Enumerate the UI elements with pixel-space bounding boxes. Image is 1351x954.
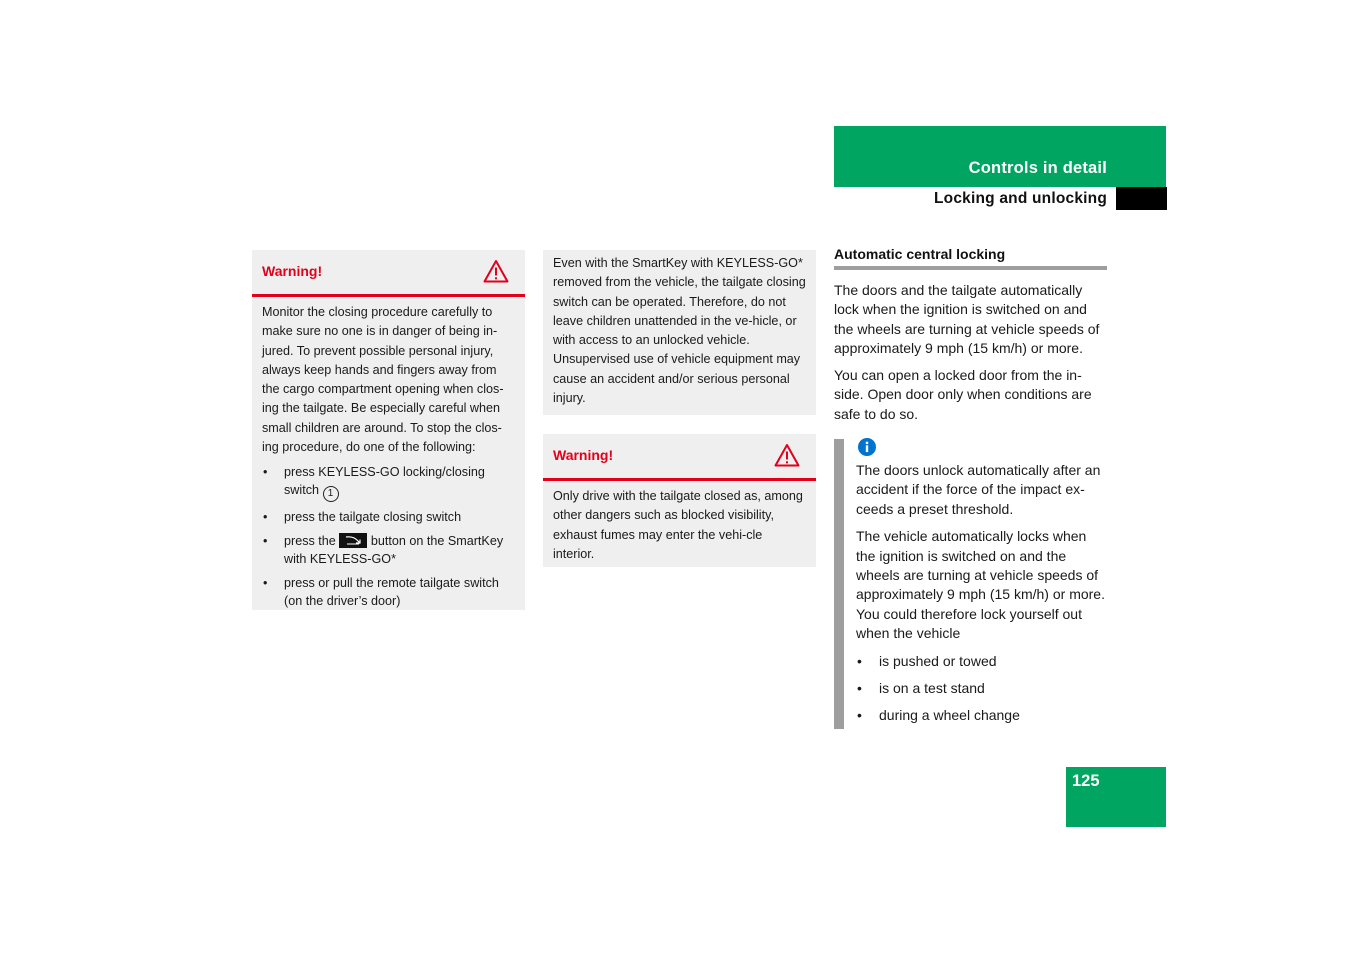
list-item: • press the tailgate closing switch <box>262 508 515 526</box>
paragraph: You can open a locked door from the in-side. Open door only when conditions are safe to do so. <box>834 367 1092 422</box>
header-tab-marker <box>1116 187 1167 210</box>
warning-box-closing <box>252 250 525 610</box>
warning-triangle-icon <box>483 259 509 283</box>
note-paragraph: The vehicle automatically locks when the ignition is switched on and the wheels are turning at vehicle speeds of approximately 9 mph (15 km/h) or more. You could therefore lock yourself out when the vehicle <box>856 528 1105 642</box>
list-item: • press or pull the remote tailgate switch (on the driver’s door) <box>262 574 515 610</box>
list-item: • press KEYLESS-GO locking/closing switch 1 <box>262 463 515 502</box>
info-note <box>856 461 1108 733</box>
warning-title: Warning! <box>553 447 614 463</box>
list-item: • during a wheel change <box>856 706 1108 725</box>
paragraph: The doors and the tailgate automatically lock when the ignition is switched on and the wheels are turning at vehicle speeds of approximately 9 mph (15 km/h) or more. <box>834 282 1100 357</box>
warning-body <box>543 481 816 572</box>
note-paragraph: The doors unlock automatically after an accident if the force of the impact ex-ceeds a preset threshold. <box>856 462 1101 517</box>
warning-header <box>252 250 525 297</box>
list-item: • press the button on the SmartKey with KEYLESS-GO* <box>262 532 515 568</box>
callout-number: 1 <box>323 486 339 502</box>
warning-box-tailgate <box>543 434 816 567</box>
heading-automatic-central-locking: Automatic central locking <box>834 246 1006 262</box>
note-list <box>856 652 1108 725</box>
warning-body <box>252 297 525 624</box>
subsection-title: Locking and unlocking <box>934 190 1107 207</box>
tailgate-button-icon <box>339 533 367 548</box>
warning-title: Warning! <box>262 263 323 279</box>
stop-options-list <box>262 463 515 610</box>
page-number: 125 <box>1072 772 1100 790</box>
continuation-text: Even with the SmartKey with KEYLESS-GO* removed from the vehicle, the tailgate closing switch can be operated. Therefore, do not leave children unattended in the ve-hicle, or with access to an unlocked vehicle. Unsupervised use of vehicle equipment may cause an accident and/or serious personal injury. <box>553 256 806 406</box>
section-title: Controls in detail <box>968 159 1107 177</box>
warning-triangle-icon <box>774 443 800 467</box>
note-bar <box>834 439 844 729</box>
warning-text: Only drive with the tailgate closed as, among other dangers such as blocked visibility, exhaust fumes may enter the vehi-cle interior. <box>553 489 803 561</box>
heading-rule <box>834 266 1107 270</box>
warning-header <box>543 434 816 481</box>
warning-text: Monitor the closing procedure carefully to make sure no one is in danger of being in-jured. To prevent possible personal injury, always keep hands and fingers away from the cargo compartment opening when clos-ing the tailgate. Be especially careful when small children are around. To stop the clos-ing procedure, do one of the following: <box>262 305 504 455</box>
list-item: • is on a test stand <box>856 679 1108 698</box>
continuation-body <box>543 250 816 416</box>
info-icon <box>858 438 876 456</box>
list-item: • is pushed or towed <box>856 652 1108 671</box>
warning-continuation-box <box>543 250 816 415</box>
